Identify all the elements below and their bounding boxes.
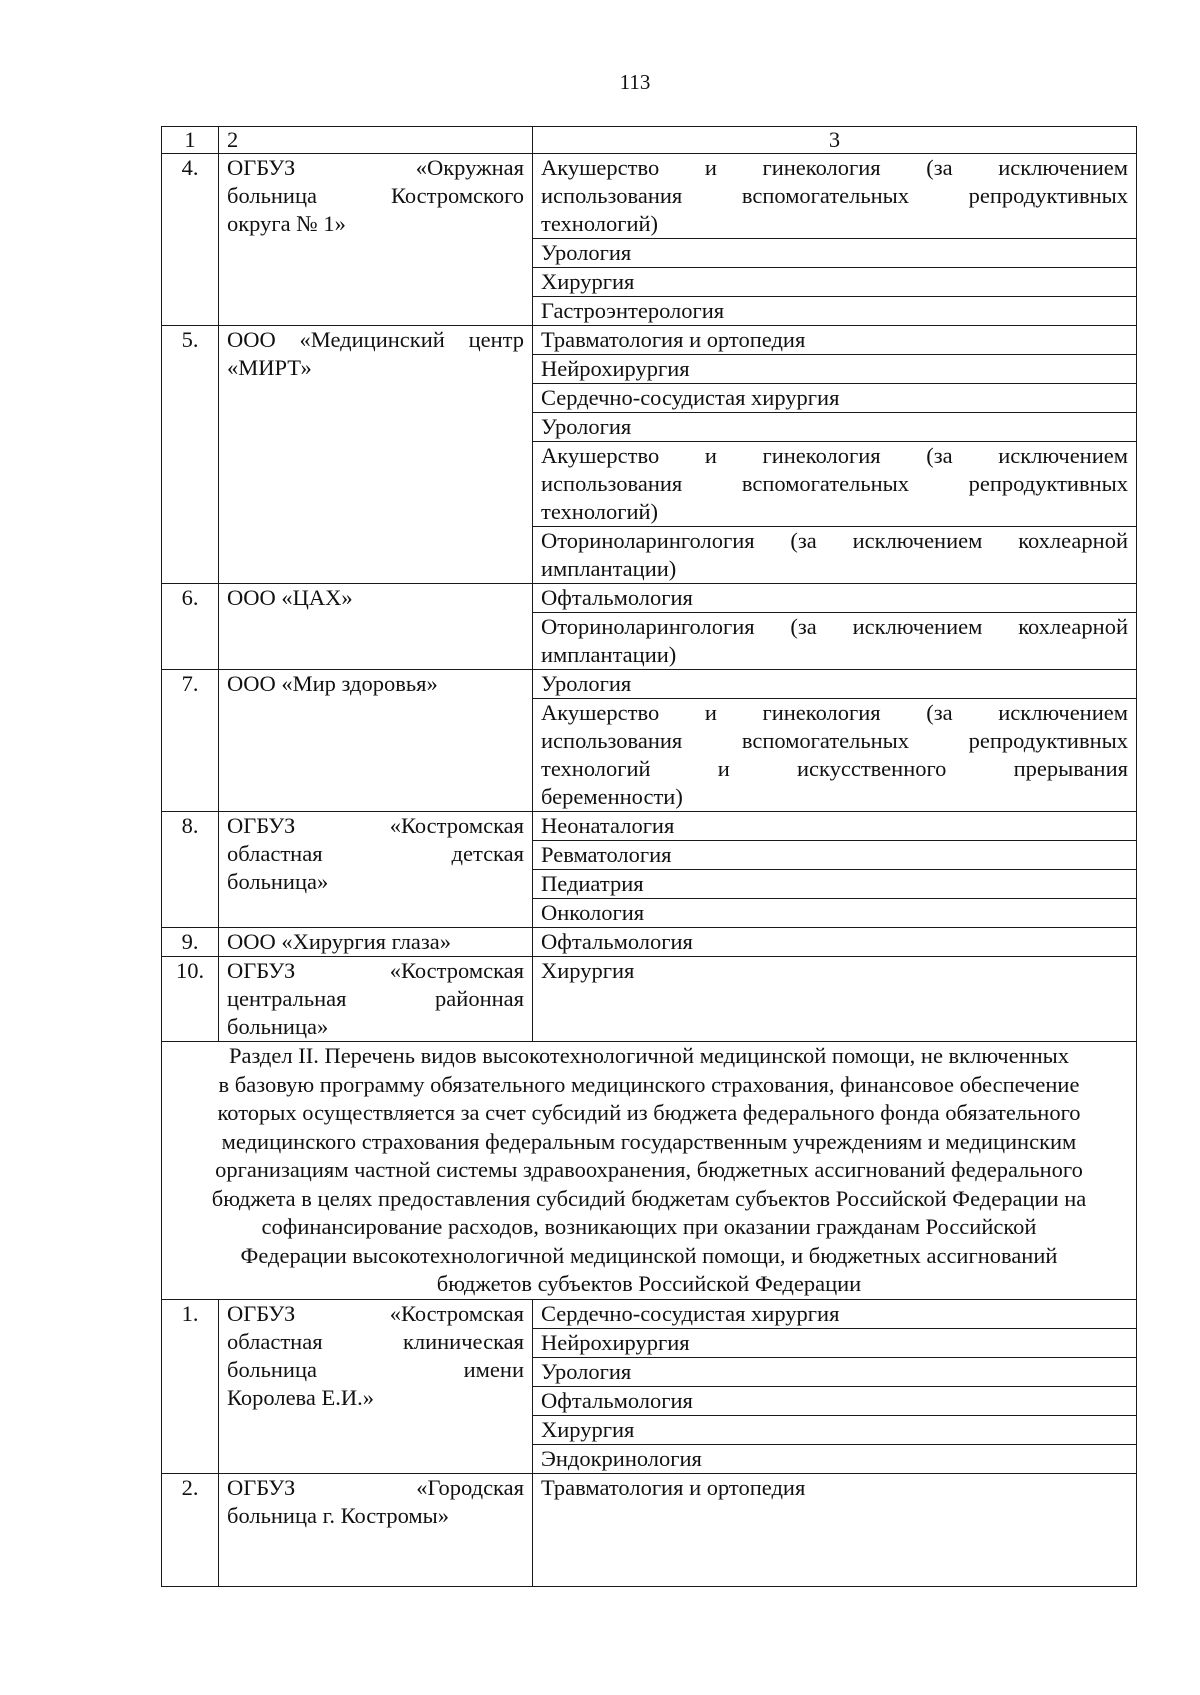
table-row <box>162 1299 1137 1328</box>
profile-cell <box>533 841 1137 870</box>
profile-cell <box>533 584 1137 613</box>
text-line: ОГБУЗ «Костромская <box>227 813 524 838</box>
text-line: использования вспомогательных репродуктивных <box>541 728 1128 753</box>
text-line: Онкология <box>541 900 645 925</box>
text-line: ОГБУЗ «Окружная <box>227 155 524 180</box>
table-row <box>162 670 1137 699</box>
profile-cell <box>533 699 1137 812</box>
row-number: 10. <box>162 957 219 1042</box>
text-line: ОГБУЗ «Городская <box>227 1474 524 1500</box>
text-line: Оториноларингология (за исключением кохлеарной <box>541 528 1128 553</box>
organization-name <box>219 812 533 928</box>
profile-cell <box>533 928 1137 957</box>
text-line: областная детская <box>227 841 524 866</box>
organization-name <box>219 326 533 584</box>
section-text-line: бюджетов субъектов Российской Федерации <box>436 1271 862 1296</box>
text-line: Травматология и ортопедия <box>541 1474 806 1500</box>
text-line: беременности) <box>541 784 683 809</box>
section-text-line: организациям частной системы здравоохранения, бюджетных ассигнований федерального <box>215 1157 1083 1182</box>
text-line: Сердечно-сосудистая хирургия <box>541 385 840 410</box>
text-line: Сердечно-сосудистая хирургия <box>541 1300 840 1326</box>
text-line: Офтальмология <box>541 585 693 610</box>
profile-cell <box>533 355 1137 384</box>
text-line: Офтальмология <box>541 929 693 954</box>
section-text-line: софинансирование расходов, возникающих при оказании гражданам Российской <box>261 1214 1037 1239</box>
organization-name <box>219 957 533 1042</box>
page-number: 113 <box>619 70 651 94</box>
profile-cell <box>533 870 1137 899</box>
profile-cell <box>533 957 1137 1042</box>
text-line: Урология <box>541 1358 632 1384</box>
table-header-row <box>162 127 1137 154</box>
text-line: Акушерство и гинекология (за исключением <box>541 700 1128 725</box>
text-line: технологий) <box>541 499 659 524</box>
text-line: Неонаталогия <box>541 813 675 838</box>
row-number: 7. <box>162 670 219 812</box>
text-line: Хирургия <box>541 958 635 983</box>
text-line: Эндокринология <box>541 1445 702 1471</box>
organization-name <box>219 154 533 326</box>
row-number: 5. <box>162 326 219 584</box>
profile-cell <box>533 812 1137 841</box>
text-line: ООО «ЦАХ» <box>227 585 353 610</box>
row-number: 8. <box>162 812 219 928</box>
profile-cell <box>533 1328 1137 1357</box>
row-number: 6. <box>162 584 219 670</box>
profile-cell <box>533 1473 1137 1586</box>
text-line: Нейрохирургия <box>541 1329 690 1355</box>
section-text-line: Федерации высокотехнологичной медицинской помощи, и бюджетных ассигнований <box>240 1242 1058 1268</box>
table-row <box>162 154 1137 239</box>
table-row <box>162 326 1137 355</box>
header-col-3: 3 <box>533 127 1137 154</box>
profile-cell <box>533 239 1137 268</box>
row-number: 2. <box>162 1473 219 1586</box>
text-line: «МИРТ» <box>227 355 312 380</box>
row-number: 4. <box>162 154 219 326</box>
row-number: 9. <box>162 928 219 957</box>
text-line: больница» <box>227 869 329 894</box>
text-line: ООО «Медицинский центр <box>227 327 524 352</box>
text-line: Гастроэнтерология <box>541 298 725 323</box>
text-line: Нейрохирургия <box>541 356 690 381</box>
profile-cell <box>533 326 1137 355</box>
profile-cell <box>533 297 1137 326</box>
hmp-table <box>161 126 1137 1587</box>
text-line: имплантации) <box>541 556 677 581</box>
text-line: Ревматология <box>541 842 672 867</box>
text-line: ОГБУЗ «Костромская <box>227 958 524 983</box>
text-line: больница» <box>227 1014 329 1039</box>
text-line: Офтальмология <box>541 1387 693 1413</box>
profile-cell <box>533 1415 1137 1444</box>
profile-cell <box>533 899 1137 928</box>
text-line: использования вспомогательных репродуктивных <box>541 183 1128 208</box>
text-line: Хирургия <box>541 269 635 294</box>
organization-name <box>219 1299 533 1473</box>
text-line: технологий) <box>541 211 659 236</box>
profile-cell <box>533 670 1137 699</box>
text-line: имплантации) <box>541 642 677 667</box>
profile-cell <box>533 1357 1137 1386</box>
profile-cell <box>533 1444 1137 1473</box>
header-col-2: 2 <box>219 127 533 154</box>
text-line: Урология <box>541 240 632 265</box>
section-text-line: медицинского страхования федеральным государственным учреждениям и медицинским <box>221 1128 1077 1154</box>
section-text-line: бюджета в целях предоставления субсидий бюджетам субъектов Российской Федерации на <box>211 1185 1087 1211</box>
profile-cell <box>533 413 1137 442</box>
profile-cell <box>533 1299 1137 1328</box>
text-line: областная клиническая <box>227 1328 524 1354</box>
section-2-title <box>162 1042 1137 1300</box>
profile-cell <box>533 1386 1137 1415</box>
text-line: Травматология и ортопедия <box>541 327 806 352</box>
text-line: Оториноларингология (за исключением кохлеарной <box>541 614 1128 639</box>
organization-name <box>219 928 533 957</box>
section-text-line: в базовую программу обязательного медицинского страхования, финансовое обеспечение <box>218 1071 1080 1097</box>
organization-name <box>219 584 533 670</box>
organization-name <box>219 1473 533 1586</box>
row-number: 1. <box>162 1299 219 1473</box>
text-line: Урология <box>541 671 632 696</box>
section-row <box>162 1042 1137 1300</box>
text-line: округа № 1» <box>227 211 346 236</box>
text-line: Акушерство и гинекология (за исключением <box>541 443 1128 468</box>
profile-cell <box>533 527 1137 584</box>
text-line: технологий и искусственного прерывания <box>541 756 1128 781</box>
table-row <box>162 957 1137 1042</box>
header-col-1: 1 <box>162 127 219 154</box>
profile-cell <box>533 613 1137 670</box>
text-line: использования вспомогательных репродуктивных <box>541 471 1128 496</box>
profile-cell <box>533 442 1137 527</box>
profile-cell <box>533 384 1137 413</box>
text-line: Педиатрия <box>541 871 644 896</box>
organization-name <box>219 670 533 812</box>
text-line: центральная районная <box>227 986 524 1011</box>
text-line: Хирургия <box>541 1416 635 1442</box>
text-line: больница Костромского <box>227 183 524 208</box>
text-line: Королева Е.И.» <box>227 1384 374 1410</box>
table-row <box>162 1473 1137 1586</box>
profile-cell <box>533 154 1137 239</box>
table-row <box>162 584 1137 613</box>
profile-cell <box>533 268 1137 297</box>
text-line: ООО «Мир здоровья» <box>227 671 438 696</box>
table-row <box>162 812 1137 841</box>
text-line: Акушерство и гинекология (за исключением <box>541 155 1128 180</box>
section-text-line: которых осуществляется за счет субсидий из бюджета федерального фонда обязательного <box>217 1100 1081 1125</box>
table-body <box>162 127 1137 1587</box>
text-line: ОГБУЗ «Костромская <box>227 1300 524 1326</box>
section-text-line: Раздел II. Перечень видов высокотехнологичной медицинской помощи, не включенных <box>228 1043 1070 1068</box>
text-line: больница имени <box>227 1356 524 1382</box>
table-row <box>162 928 1137 957</box>
text-line: больница г. Костромы» <box>227 1502 450 1528</box>
text-line: Урология <box>541 414 632 439</box>
text-line: ООО «Хирургия глаза» <box>227 929 452 954</box>
